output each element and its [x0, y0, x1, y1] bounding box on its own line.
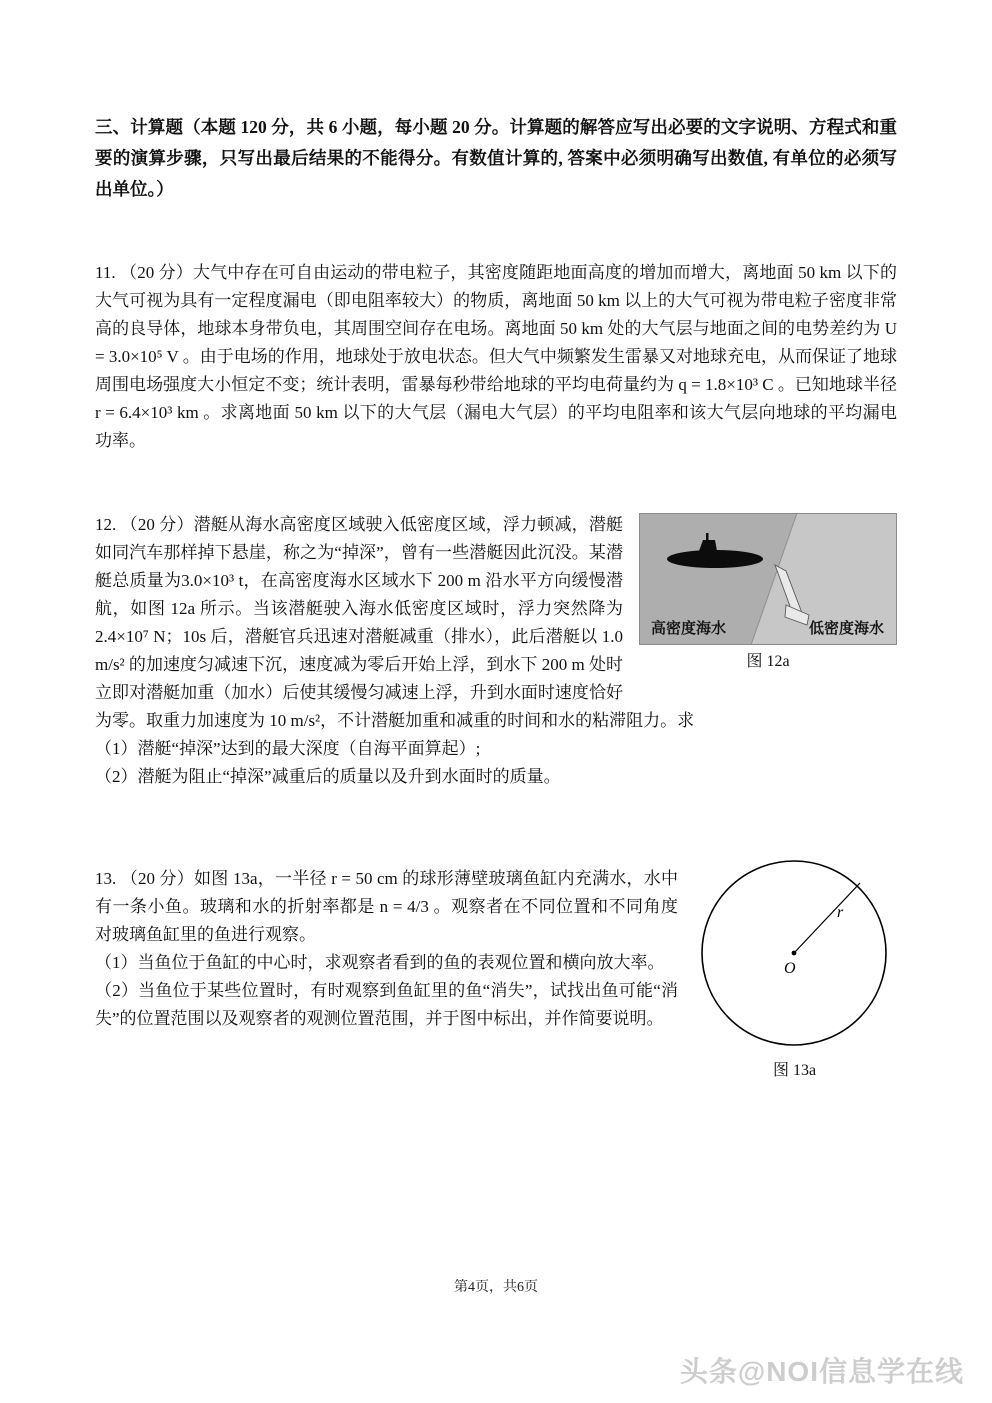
question-12-item-2: （2）潜艇为阻止“掉深”减重后的质量以及升到水面时的质量。: [95, 767, 561, 786]
figure-12a-image: [639, 513, 897, 645]
figure-13a: [692, 851, 897, 1083]
watermark: 头条@NOI信息学在线: [679, 1356, 964, 1387]
question-13: [95, 865, 897, 1083]
question-11: [95, 259, 897, 455]
figure-13a-caption: 图 13a: [772, 1062, 817, 1079]
center-dot: [792, 951, 797, 956]
question-11-text: 11. （20 分）大气中存在可自由运动的带电粒子，其密度随距地面高度的增加而增大，离地面 50 km 以下的大气可视为具有一定程度漏电（即电阻率较大）的物质，离地面 50 km 以上的大气可视为带电粒子密度非常高的良导体，地球本身带负电，其周围空间存在电场。离地面 50 km 处的大气层与地面之间的电势差约为 U = 3.0×10⁵ V 。由于电场的作用，地球处于放电状态。但大气中频繁发生雷暴又对地球充电，从而保证了地球周围电场强度大小恒定不变；统计表明，雷暴每秒带给地球的平均电荷量约为 q = 1.8×10³ C 。已知地球半径 r = 6.4×10³ km 。求离地面 50 km 以下的大气层（漏电大气层）的平均电阻率和该大气层向地球的平均漏电功率。: [95, 263, 897, 450]
question-12: [95, 511, 897, 791]
figure-13a-image: [692, 851, 897, 1051]
radius-line: [794, 883, 860, 953]
question-12-item-1: （1）潜艇“掉深”达到的最大深度（自海平面算起）;: [95, 739, 481, 758]
figure-13a-center-label: O: [784, 960, 796, 977]
figure-12a-label-low-density: 低密度海水: [809, 621, 885, 637]
figure-12a-caption: 图 12a: [746, 653, 790, 670]
section-header: 三、计算题（本题 120 分，共 6 小题，每小题 20 分。计算题的解答应写出必要的文字说明、方程式和重要的演算步骤，只写出最后结果的不能得分。有数值计算的, 答案中必须明确写出数值, 有单位的必须写出单位。）: [95, 117, 897, 199]
figure-12a: [639, 513, 897, 674]
figure-13a-radius-label: r: [837, 904, 844, 921]
question-13-item-1: （1）当鱼位于鱼缸的中心时，求观察者看到的鱼的表观位置和横向放大率。: [95, 953, 665, 972]
question-13-text: 13. （20 分）如图 13a，一半径 r = 50 cm 的球形薄壁玻璃鱼缸内充满水，水中有一条小鱼。玻璃和水的折射率都是 n = 4/3 。观察者在不同位置和不同角度对玻璃鱼缸里的鱼进行观察。: [95, 869, 678, 944]
question-13-item-2: （2）当鱼位于某些位置时，有时观察到鱼缸里的鱼“消失”，试找出鱼可能“消失”的位置范围以及观察者的观测位置范围，并于图中标出，并作简要说明。: [95, 981, 678, 1028]
figure-12a-label-high-density: 高密度海水: [651, 621, 727, 637]
page-footer: 第4页，共6页: [454, 1280, 538, 1295]
question-12-text: 12. （20 分）潜艇从海水高密度区域驶入低密度区域，浮力顿减，潜艇如同汽车那样掉下悬崖，称之为“掉深”，曾有一些潜艇因此沉没。某潜艇总质量为3.0×10³ t，在高密度海水区域水下 200 m 沿水平方向缓慢潜航，如图 12a 所示。当该潜艇驶入海水低密度区域时，浮力突然降为 2.4×10⁷ N；10s 后，潜艇官兵迅速对潜艇减重（排水），此后潜艇以 1.0 m/s² 的加速度匀减速下沉，速度减为零后开始上浮，到水下 200 m 处时立即对潜艇加重（加水）后使其缓慢匀减速上浮，升到水面时速度恰好为零。取重力加速度为 10 m/s²，不计潜艇加重和减重的时间和水的粘滞阻力。求: [95, 515, 695, 730]
